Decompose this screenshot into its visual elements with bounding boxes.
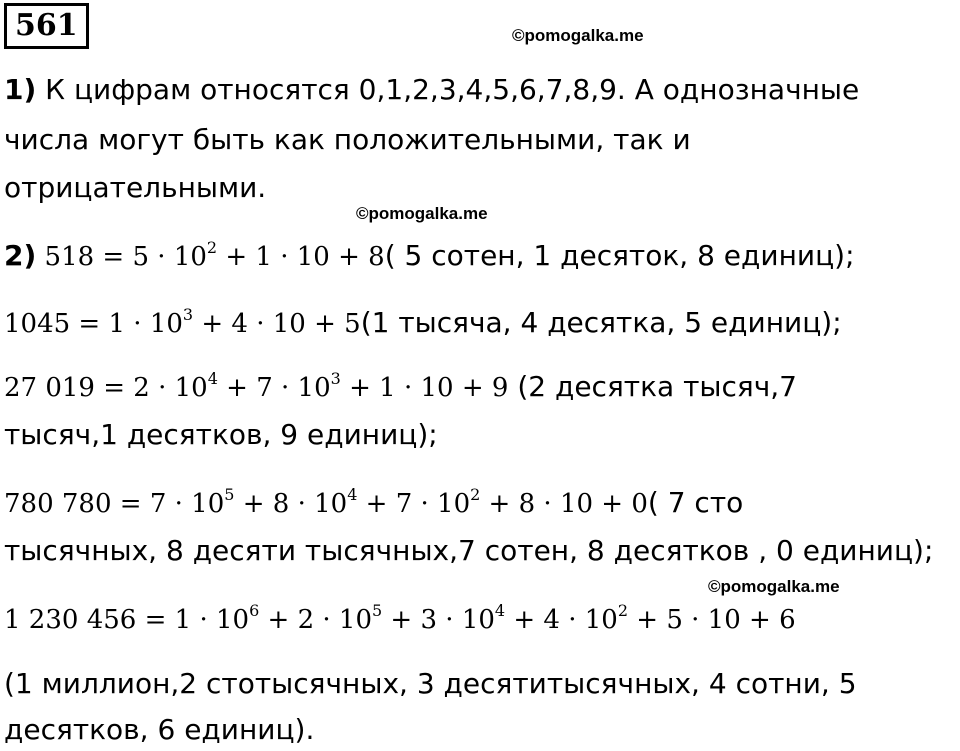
math-expression: $1045 = 1 \cdot 10^3 + 4 \cdot 10 + 5$: [4, 305, 361, 339]
expansion-27019: [4, 369, 797, 406]
watermark: ©pomogalka.me: [512, 26, 644, 45]
watermark: ©pomogalka.me: [356, 204, 488, 223]
part1-line-1: [4, 72, 859, 108]
part1-text: числа могут быть как положительными, так и: [4, 123, 691, 156]
explanation: (1 миллион,2 стотысячных, 3 десятитысячных, 4 сотни, 5: [4, 667, 857, 700]
part1-text: отрицательными.: [4, 171, 267, 204]
explanation: (1 тысяча, 4 десятка, 5 единиц);: [360, 306, 842, 339]
part2-label: 2): [4, 239, 37, 272]
explanation: ( 7 сто: [647, 486, 744, 519]
part1-label: 1): [4, 73, 37, 106]
watermark: ©pomogalka.me: [708, 577, 840, 596]
expansion-780780: [4, 485, 743, 522]
expansion-1230456-explanation-continued: [4, 712, 314, 748]
expansion-780780-continued: [4, 533, 933, 569]
part1-line-3: [4, 170, 266, 206]
part1-text: К цифрам относятся 0,1,2,3,4,5,6,7,8,9. А однозначные: [36, 73, 860, 106]
explanation: тысяч,1 десятков, 9 единиц);: [4, 418, 438, 451]
expansion-1045: [4, 305, 842, 342]
math-expression: 27 $019 = 2 \cdot 10^4 + 7 \cdot 10^3 + 1 \cdot 10 + 9$: [4, 369, 509, 403]
explanation: (2 десятка тысяч,7: [508, 370, 797, 403]
math-expression: $518 = 5 \cdot 10^2 + 1 \cdot 10 + 8$: [36, 238, 385, 272]
explanation: ( 5 сотен, 1 десяток, 8 единиц);: [384, 239, 855, 272]
problem-number: 561: [4, 3, 89, 49]
math-expression: 1 230 $456 = 1 \cdot 10^6 + 2 \cdot 10^5 + 3 \cdot 10^4 + 4 \cdot 10^2 + 5 \cdot 10 + 6$: [4, 601, 796, 635]
explanation: тысячных, 8 десяти тысячных,7 сотен, 8 десятков , 0 единиц);: [4, 534, 934, 567]
expansion-518: [4, 238, 855, 275]
explanation: десятков, 6 единиц).: [4, 713, 315, 746]
expansion-27019-continued: [4, 417, 438, 453]
expansion-1230456-explanation: [4, 666, 857, 702]
part1-line-2: [4, 122, 691, 158]
math-expression: 780 $780 = 7 \cdot 10^5 + 8 \cdot 10^4 + 7 \cdot 10^2 + 8 \cdot 10 + 0$: [4, 485, 648, 519]
expansion-1230456: [4, 601, 796, 638]
